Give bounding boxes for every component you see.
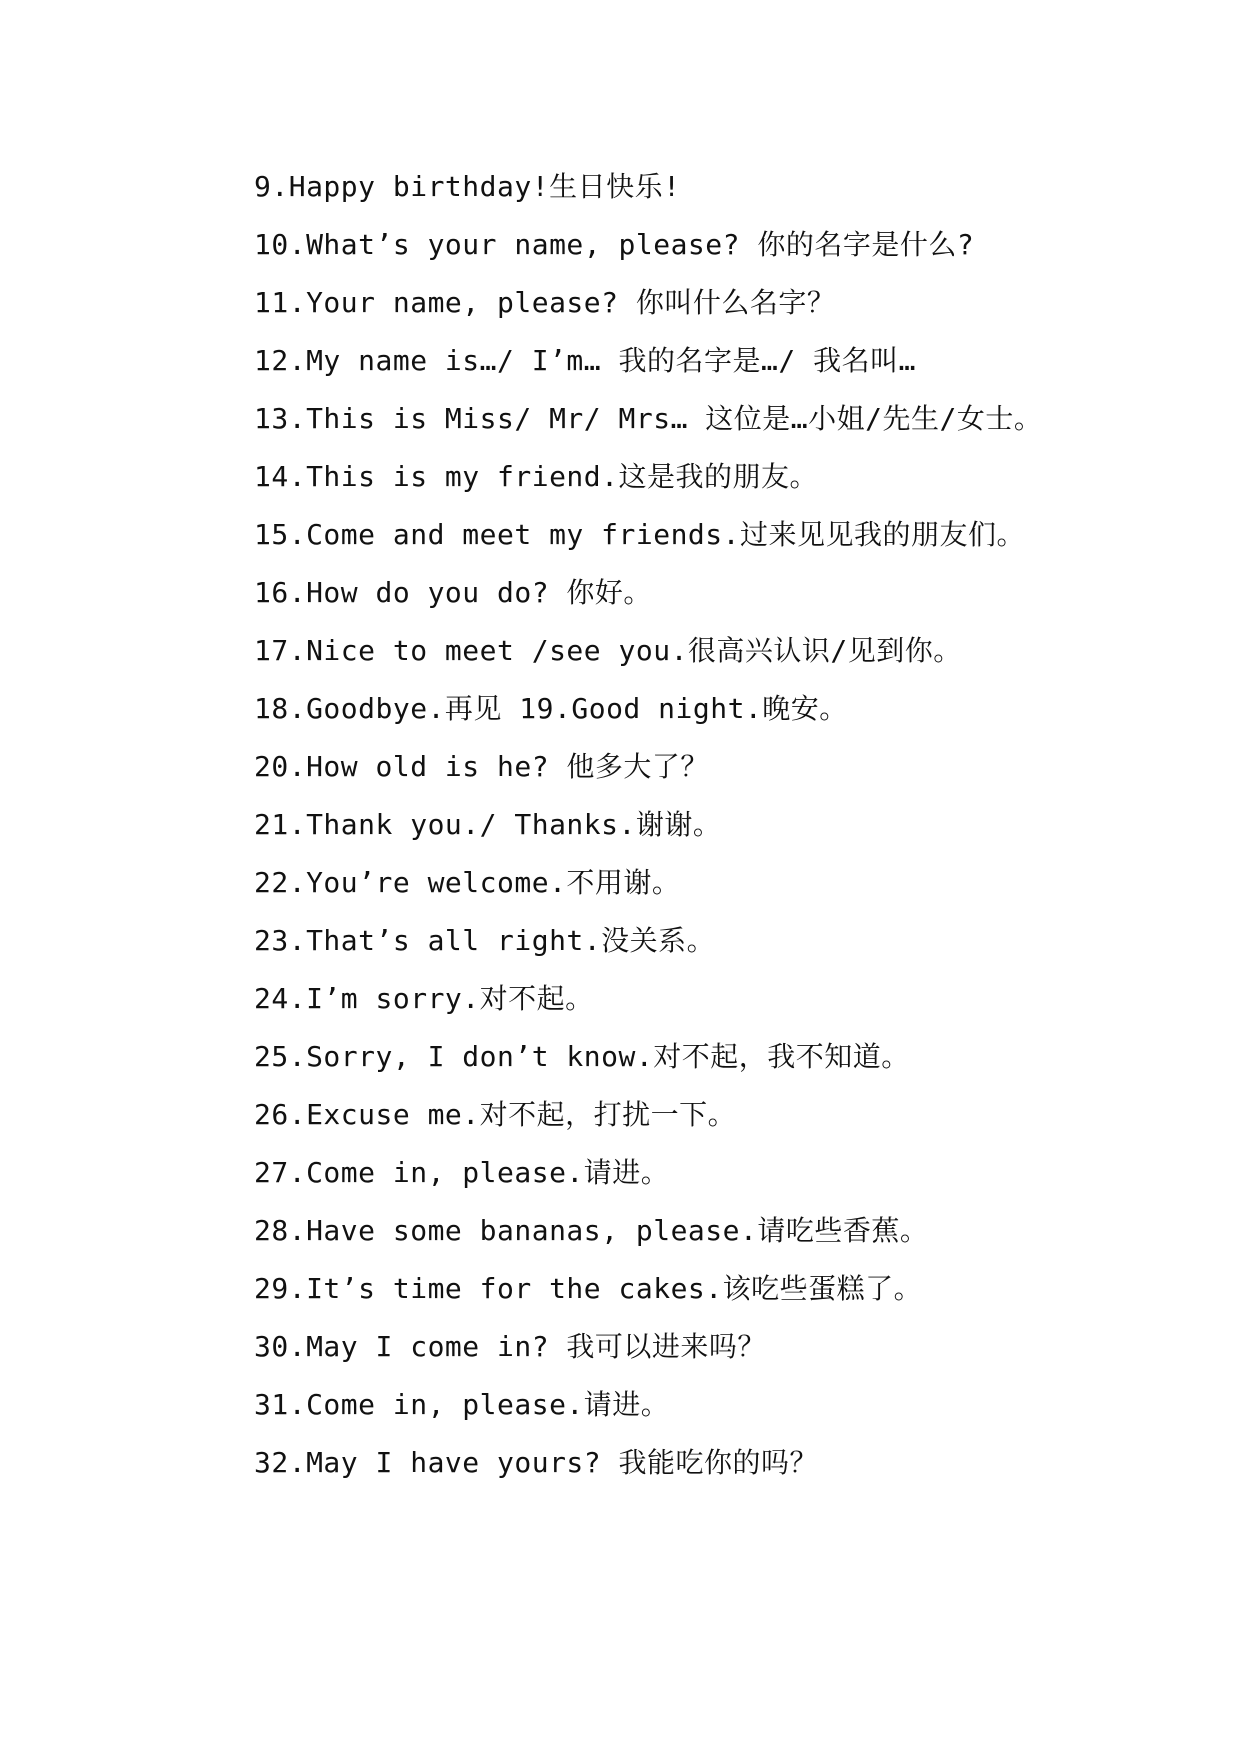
phrase-line-18-19: 18.Goodbye.再见 19.Good night.晚安。 [254, 692, 848, 725]
phrase-line-10: 10.What’s your name, please? 你的名字是什么? [254, 228, 975, 261]
phrase-list [190, 158, 1070, 1492]
phrase-line-11: 11.Your name, please? 你叫什么名字？ [254, 286, 836, 319]
phrase-line-29: 29.It’s time for the cakes.该吃些蛋糕了。 [254, 1272, 923, 1305]
phrase-line-28: 28.Have some bananas, please.请吃些香蕉。 [254, 1214, 929, 1247]
phrase-line-23: 23.That’s all right.没关系。 [254, 924, 716, 957]
phrase-line-27: 27.Come in, please.请进。 [254, 1156, 670, 1189]
phrase-line-9: 9.Happy birthday!生日快乐! [254, 170, 681, 203]
phrase-line-25: 25.Sorry, I don’t know.对不起，我不知道。 [254, 1040, 910, 1073]
phrase-line-24: 24.I’m sorry.对不起。 [254, 982, 594, 1015]
phrase-line-26: 26.Excuse me.对不起，打扰一下。 [254, 1098, 737, 1131]
phrase-line-12: 12.My name is…/ I’m… 我的名字是…/ 我名叫… [254, 344, 916, 377]
phrase-line-31: 31.Come in, please.请进。 [254, 1388, 670, 1421]
phrase-line-15: 15.Come and meet my friends.过来见见我的朋友们。 [254, 518, 1026, 551]
phrase-line-21: 21.Thank you./ Thanks.谢谢。 [254, 808, 722, 841]
phrase-line-30: 30.May I come in? 我可以进来吗？ [254, 1330, 766, 1363]
phrase-line-20: 20.How old is he? 他多大了？ [254, 750, 709, 783]
phrase-line-17: 17.Nice to meet /see you.很高兴认识/见到你。 [254, 634, 962, 667]
phrase-line-22: 22.You’re welcome.不用谢。 [254, 866, 681, 899]
phrase-line-13: 13.This is Miss/ Mr/ Mrs… 这位是…小姐/先生/女士。 [254, 402, 1043, 435]
phrase-line-14: 14.This is my friend.这是我的朋友。 [254, 460, 819, 493]
phrase-line-16: 16.How do you do? 你好。 [254, 576, 652, 609]
phrase-line-32: 32.May I have yours? 我能吃你的吗？ [254, 1446, 819, 1479]
